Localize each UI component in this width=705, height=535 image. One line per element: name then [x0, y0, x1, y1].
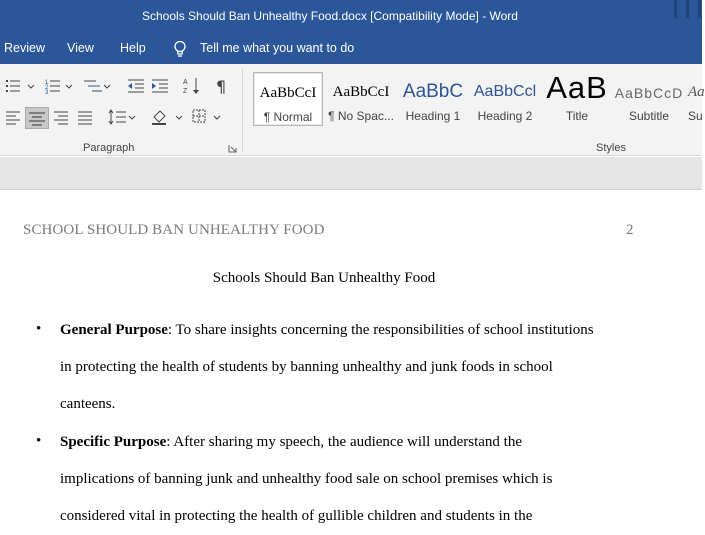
style-sample: AaB — [546, 70, 608, 105]
align-center-button[interactable] — [25, 107, 49, 129]
show-formatting-marks-icon[interactable] — [212, 76, 232, 94]
style-sample: AaBbC — [402, 81, 464, 102]
style-no-spacing[interactable] — [326, 72, 396, 126]
sort-icon[interactable] — [182, 76, 202, 94]
style-normal[interactable] — [253, 72, 323, 126]
running-header: SCHOOL SHOULD BAN UNHEALTHY FOOD — [23, 222, 325, 238]
ribbon — [0, 64, 705, 156]
style-name: ¶ Normal — [263, 110, 313, 124]
style-name: Heading 2 — [477, 109, 533, 123]
bullet-label: Specific Purpose — [60, 434, 167, 450]
tab-help[interactable]: Help — [120, 41, 146, 55]
style-sample: AaBbCcD — [614, 85, 684, 101]
paragraph-line — [60, 322, 594, 339]
document-title: Schools Should Ban Unhealthy Food — [212, 270, 436, 286]
style-name: Subtitle — [628, 109, 670, 123]
paragraph-line: in protecting the health of students by banning unhealthy and junk foods in school — [60, 359, 553, 375]
numbering-button[interactable] — [44, 77, 76, 95]
svg-text:2: 2 — [45, 85, 49, 91]
window-title: Schools Should Ban Unhealthy Food.docx [Compatibility Mode] - Word — [142, 9, 518, 23]
paragraph-line: implications of banning junk and unhealthy food sale on school premises which is — [60, 471, 553, 487]
multilevel-list-button[interactable] — [82, 77, 114, 95]
bullet-text: : To share insights concerning the responsibilities of school institutions — [167, 322, 594, 338]
style-subtitle[interactable] — [614, 72, 684, 126]
tab-view[interactable]: View — [67, 41, 94, 55]
window-decoration — [672, 0, 702, 20]
style-sample: AaBbCcl — [473, 83, 537, 100]
decrease-indent-button[interactable] — [126, 77, 146, 95]
style-name: Title — [565, 109, 589, 123]
lightbulb-icon[interactable] — [172, 40, 188, 58]
line-spacing-button[interactable] — [106, 108, 138, 126]
paragraph-line: canteens. — [60, 396, 116, 412]
svg-text:¶: ¶ — [216, 77, 227, 96]
svg-text:A: A — [183, 79, 188, 86]
tab-review[interactable]: Review — [4, 41, 45, 55]
style-heading-1[interactable] — [398, 72, 468, 126]
paragraph-line — [60, 434, 522, 451]
styles-group-label: Styles — [596, 142, 626, 154]
align-left-button[interactable] — [4, 108, 24, 126]
increase-indent-button[interactable] — [150, 77, 170, 95]
group-separator — [242, 68, 243, 152]
paragraph-group-label: Paragraph — [83, 142, 135, 154]
style-sample: AaBbCcI — [259, 85, 317, 101]
style-name: Heading 1 — [405, 109, 461, 123]
document-page[interactable] — [0, 191, 702, 535]
style-name: Su — [688, 109, 703, 123]
ribbon-tabs — [0, 32, 702, 64]
svg-text:3: 3 — [45, 90, 49, 96]
justify-button[interactable] — [76, 108, 96, 126]
svg-text:Z: Z — [183, 88, 188, 95]
bullet-icon: • — [36, 433, 42, 449]
style-subtle-emphasis[interactable] — [686, 72, 705, 126]
style-sample: Aa — [688, 84, 705, 100]
style-name: ¶ No Spac... — [328, 109, 394, 123]
bullets-button[interactable] — [4, 77, 36, 95]
paragraph-line: considered vital in protecting the health of gullible children and students in the — [60, 508, 533, 524]
svg-text:1: 1 — [45, 80, 49, 86]
style-title[interactable] — [542, 72, 612, 126]
bullet-text: : After sharing my speech, the audience will understand the — [166, 434, 522, 450]
style-heading-2[interactable] — [470, 72, 540, 126]
tell-me-search[interactable]: Tell me what you want to do — [200, 41, 355, 55]
page-number: 2 — [626, 222, 634, 238]
style-sample: AaBbCcI — [332, 84, 390, 100]
bullet-icon: • — [36, 321, 42, 337]
shading-button[interactable] — [150, 108, 184, 126]
borders-button[interactable] — [190, 108, 224, 126]
title-bar — [0, 0, 702, 32]
paragraph-dialog-launcher-icon[interactable] — [228, 144, 237, 153]
bullet-label: General Purpose — [60, 322, 168, 338]
ruler-area — [0, 157, 702, 190]
align-right-button[interactable] — [52, 108, 72, 126]
